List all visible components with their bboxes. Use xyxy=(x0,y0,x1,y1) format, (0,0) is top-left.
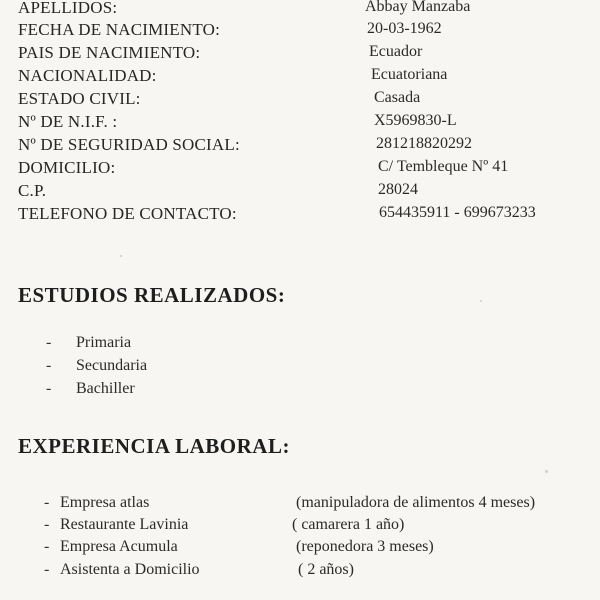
studies-heading: ESTUDIOS REALIZADOS: xyxy=(18,283,286,307)
dash-bullet-icon: - xyxy=(44,516,50,533)
info-value: 654435911 - 699673233 xyxy=(379,204,536,221)
info-row-phone xyxy=(0,204,600,226)
info-value: Abbay Manzaba xyxy=(365,0,471,15)
list-item xyxy=(0,561,600,583)
info-row-birth-country xyxy=(0,43,600,65)
dash-bullet-icon: - xyxy=(44,561,50,578)
info-value: Ecuatoriana xyxy=(371,66,448,83)
info-label: PAIS DE NACIMIENTO: xyxy=(18,43,201,62)
scan-speck xyxy=(120,255,122,257)
info-value: 281218820292 xyxy=(376,135,472,152)
scan-speck xyxy=(545,470,548,473)
dash-bullet-icon: - xyxy=(46,334,52,351)
list-item xyxy=(0,538,600,560)
info-label: DOMICILIO: xyxy=(18,158,116,177)
info-value: C/ Tembleque Nº 41 xyxy=(378,158,509,175)
info-label: ESTADO CIVIL: xyxy=(18,89,141,108)
list-item xyxy=(0,516,600,538)
work-detail: ( 2 años) xyxy=(298,561,354,578)
info-row-postal-code xyxy=(0,181,600,203)
info-row-civil-status xyxy=(0,89,600,111)
study-text: Bachiller xyxy=(76,380,135,397)
info-row-social-security xyxy=(0,135,600,157)
work-company: Asistenta a Domicilio xyxy=(60,561,200,578)
work-detail: (reponedora 3 meses) xyxy=(296,538,434,555)
info-label: Nº DE SEGURIDAD SOCIAL: xyxy=(18,135,240,154)
work-company: Restaurante Lavinia xyxy=(60,516,189,533)
info-label: Nº DE N.I.F. : xyxy=(18,112,118,131)
list-item xyxy=(0,494,600,516)
dash-bullet-icon: - xyxy=(44,538,50,555)
list-item xyxy=(0,357,600,379)
info-label: FECHA DE NACIMIENTO: xyxy=(18,20,221,39)
info-value: Casada xyxy=(374,89,421,106)
info-value: 28024 xyxy=(378,181,418,198)
info-value: Ecuador xyxy=(369,43,423,60)
info-row-nationality xyxy=(0,66,600,88)
info-value: X5969830-L xyxy=(374,112,457,129)
work-detail: (manipuladora de alimentos 4 meses) xyxy=(296,494,536,511)
experience-heading: EXPERIENCIA LABORAL: xyxy=(18,434,290,458)
dash-bullet-icon: - xyxy=(46,380,52,397)
work-company: Empresa Acumula xyxy=(60,538,178,555)
info-label: C.P. xyxy=(18,181,47,200)
study-text: Primaria xyxy=(76,334,132,351)
scan-speck xyxy=(480,300,482,302)
info-label: NACIONALIDAD: xyxy=(18,66,157,85)
info-row-nif xyxy=(0,112,600,134)
study-text: Secundaria xyxy=(76,357,148,374)
info-row-address xyxy=(0,158,600,180)
work-detail: ( camarera 1 año) xyxy=(292,516,405,533)
info-label: TELEFONO DE CONTACTO: xyxy=(18,204,237,223)
info-label: APELLIDOS: xyxy=(18,0,118,17)
dash-bullet-icon: - xyxy=(44,494,50,511)
work-company: Empresa atlas xyxy=(60,494,150,511)
info-row-birthdate xyxy=(0,20,600,42)
info-row-surname xyxy=(0,0,600,20)
info-value: 20-03-1962 xyxy=(367,20,442,37)
list-item xyxy=(0,334,600,356)
list-item xyxy=(0,380,600,402)
dash-bullet-icon: - xyxy=(46,357,52,374)
